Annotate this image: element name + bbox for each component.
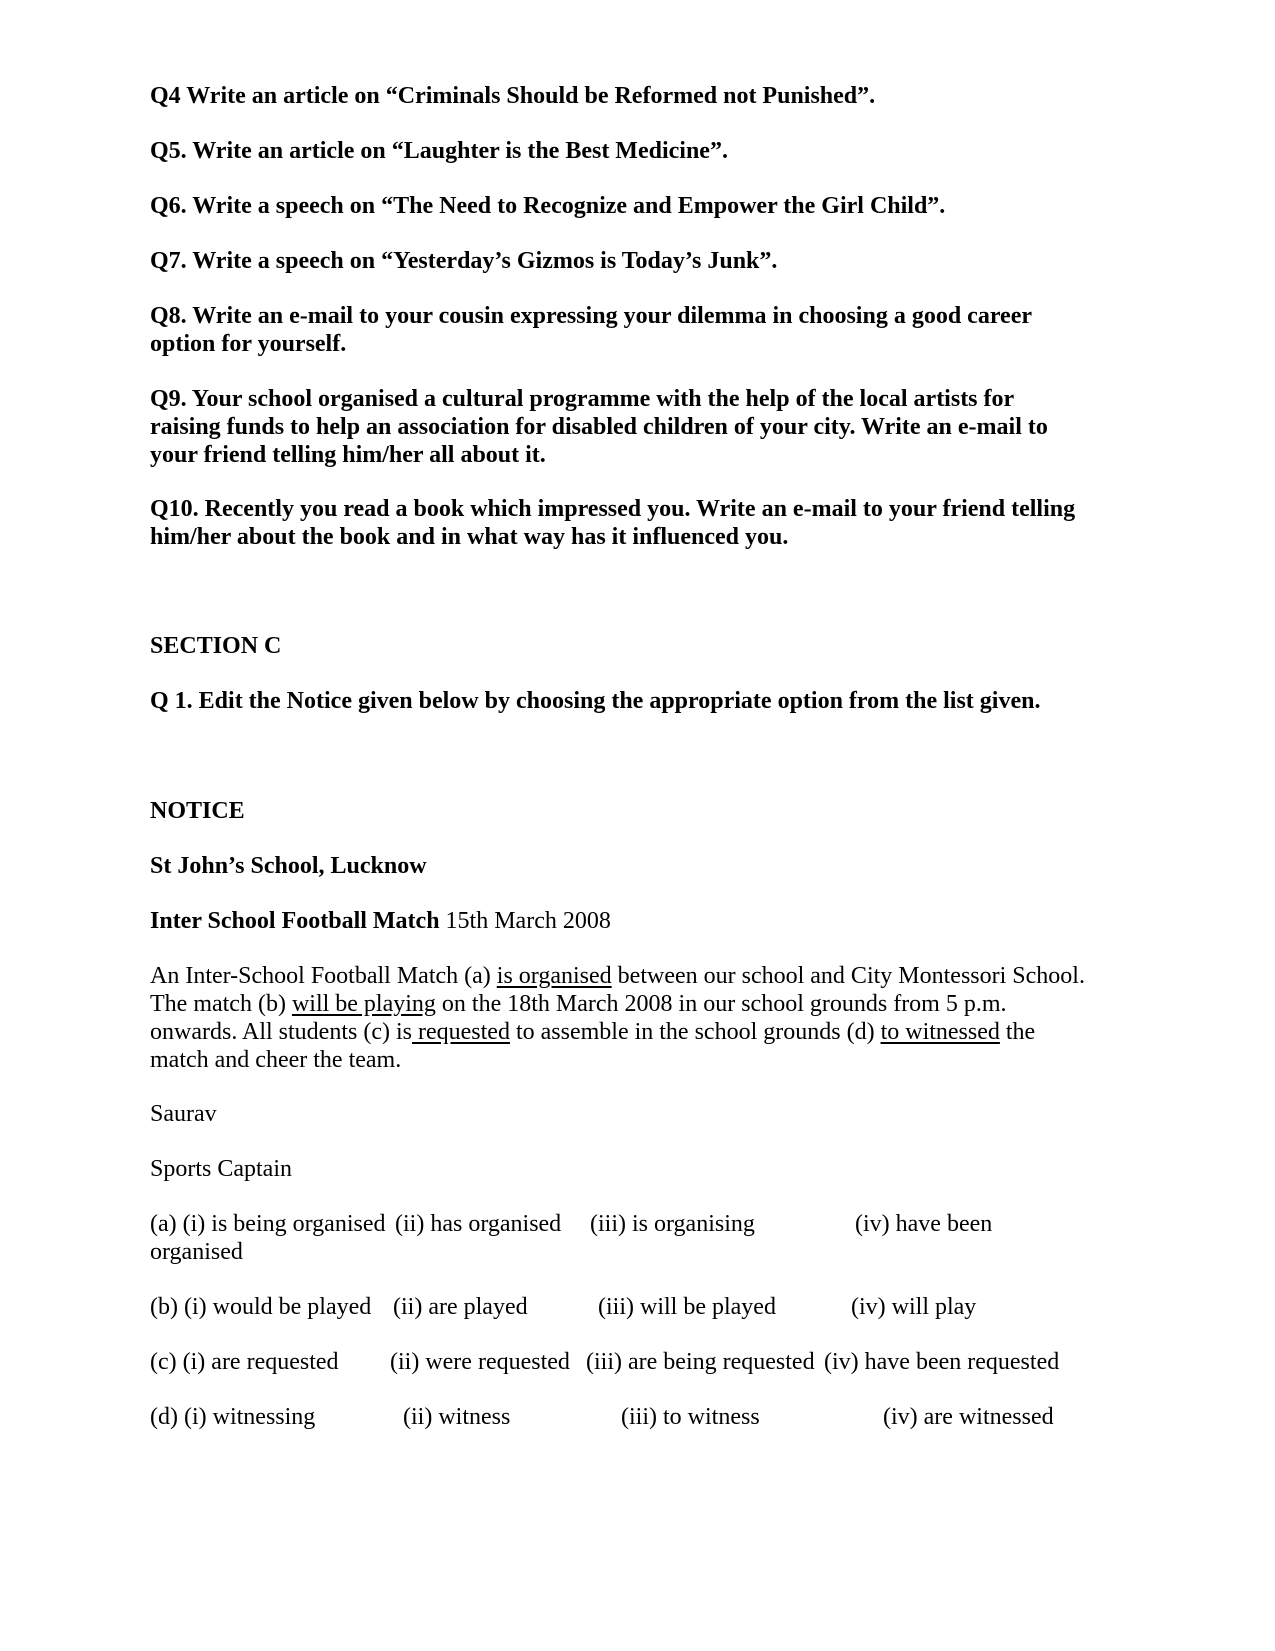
option-c-iii: (iii) are being requested [586, 1349, 815, 1375]
notice-school: St John’s School, Lucknow [150, 853, 427, 879]
blank-c-underlined: requested [411, 1019, 510, 1045]
notice-title: NOTICE [150, 798, 245, 824]
option-c-ii: (ii) were requested [390, 1349, 570, 1375]
option-a-iii: (iii) is organising [590, 1211, 755, 1237]
notice-body-part: An Inter-School Football Match (a) [150, 963, 497, 989]
blank-a-underlined: is organised [496, 963, 612, 989]
option-d-iii: (iii) to witness [621, 1404, 760, 1430]
question-q4: Q4 Write an article on “Criminals Should be Reformed not Punished”. [150, 83, 876, 109]
notice-body-part: to assemble in the school grounds (d) [509, 1019, 881, 1045]
option-b-ii: (ii) are played [393, 1294, 528, 1320]
options-row-wrap [150, 1238, 1150, 1266]
options-d [150, 1403, 1150, 1431]
question-q10: Q10. Recently you read a book which impressed you. Write an e-mail to your friend telling him/her about the book and in what way has it influenced you. [150, 496, 1076, 550]
option-a-iv: (iv) have been [855, 1211, 993, 1237]
question-q9: Q9. Your school organised a cultural programme with the help of the local artists for raising funds to help an association for disabled children of your city. Write an e-mail to your friend telling him/her all about it. [150, 386, 1048, 468]
option-b-i: (b) (i) would be played [150, 1294, 372, 1320]
option-d-ii: (ii) witness [403, 1404, 511, 1430]
option-a-iv-cont: organised [150, 1239, 243, 1265]
section-question: Q 1. Edit the Notice given below by choosing the appropriate option from the list given. [150, 688, 1041, 714]
question-q7: Q7. Write a speech on “Yesterday’s Gizmos is Today’s Junk”. [150, 248, 778, 274]
notice-event-line [150, 907, 611, 935]
notice-body-part: on the 18th March 2008 in our school grounds from 5 p.m. onwards. All students (c) is [150, 991, 1007, 1045]
notice-signatory: Saurav [150, 1101, 217, 1127]
notice-body-part: between our school and City Montessori School. The match (b) [150, 963, 1085, 1017]
notice-body-part: the match and cheer the team. [150, 1019, 1036, 1073]
notice-event: Inter School Football Match [150, 908, 440, 934]
question-q8: Q8. Write an e-mail to your cousin expressing your dilemma in choosing a good career option for yourself. [150, 303, 1032, 357]
option-a-ii: (ii) has organised [395, 1211, 562, 1237]
options-a [150, 1210, 1150, 1266]
option-b-iii: (iii) will be played [598, 1294, 776, 1320]
blank-b-underlined: will be playing [291, 991, 436, 1017]
options-b [150, 1293, 1150, 1321]
notice-body [150, 962, 1095, 1074]
options-row [150, 1210, 1150, 1238]
option-d-iv: (iv) are witnessed [883, 1404, 1054, 1430]
option-d-i: (d) (i) witnessing [150, 1404, 316, 1430]
option-c-i: (c) (i) are requested [150, 1349, 339, 1375]
options-c [150, 1348, 1150, 1376]
notice-designation: Sports Captain [150, 1156, 292, 1182]
option-c-iv: (iv) have been requested [824, 1349, 1060, 1375]
section-title: SECTION C [150, 633, 282, 659]
blank-d-underlined: to witnessed [880, 1019, 1000, 1045]
notice-date: 15th March 2008 [445, 908, 611, 934]
question-q6: Q6. Write a speech on “The Need to Recognize and Empower the Girl Child”. [150, 193, 946, 219]
option-a-i: (a) (i) is being organised [150, 1211, 386, 1237]
option-b-iv: (iv) will play [851, 1294, 977, 1320]
question-q5: Q5. Write an article on “Laughter is the Best Medicine”. [150, 138, 728, 164]
